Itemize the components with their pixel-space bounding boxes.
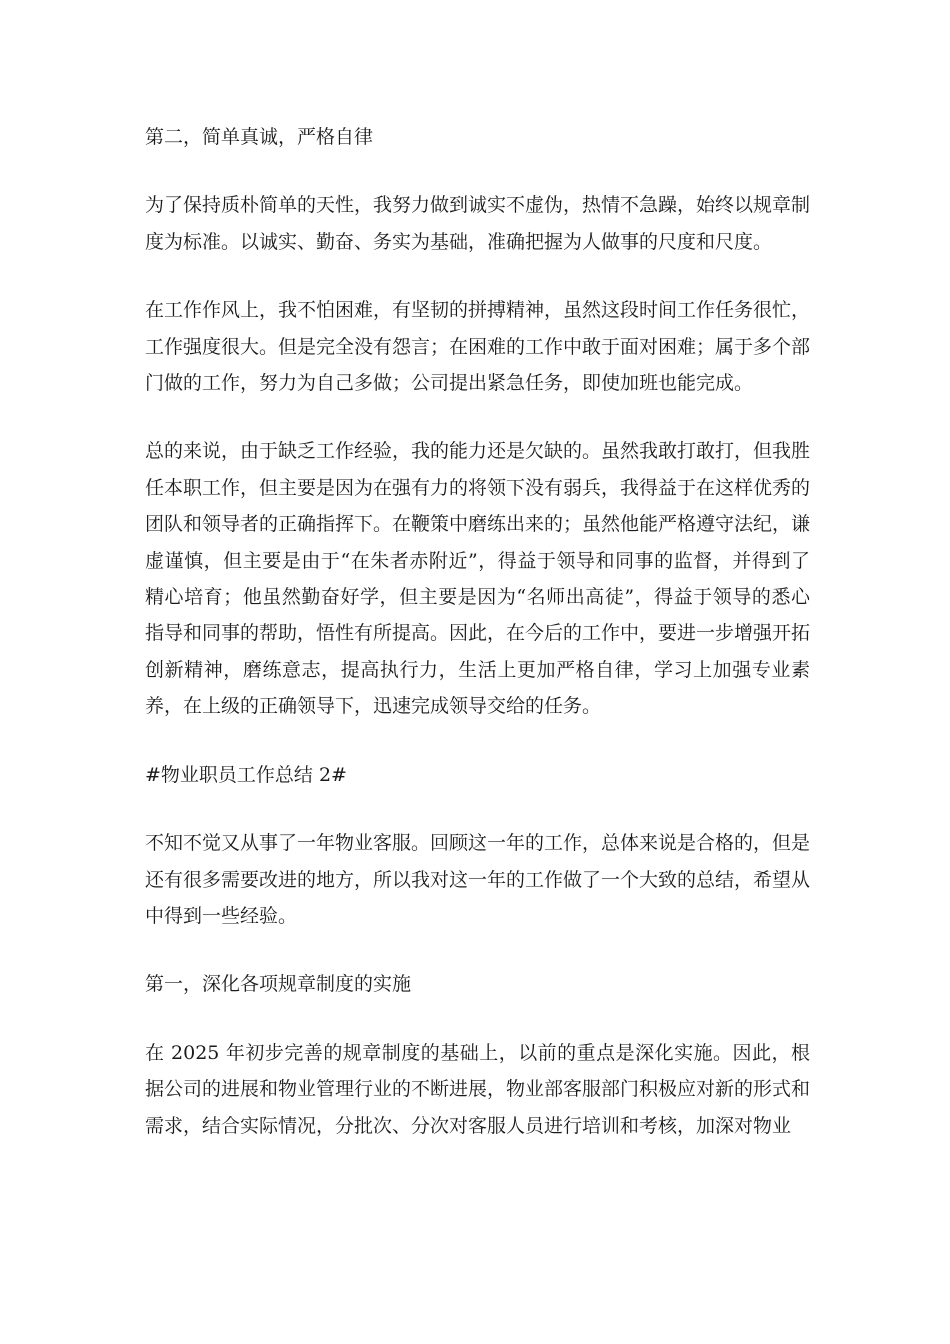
section-heading-summary-2: #物业职员工作总结 2# (145, 763, 347, 786)
paragraph-rules-implementation: 在 2025 年初步完善的规章制度的基础上，以前的重点是深化实施。因此，根据公司的进展和物业管理行业的不断进展，物业部客服部门积极应对新的形式和需求，结合实际情况，分批次、分次对客服人员进行培训和考核，加深对物业 (145, 1041, 811, 1137)
document-body (145, 119, 810, 1144)
section-heading-simple-sincere: 第二，简单真诚，严格自律 (145, 126, 374, 148)
paragraph-honesty: 为了保持质朴简单的天性，我努力做到诚实不虚伪，热情不急躁，始终以规章制度为标准。以诚实、勤奋、务实为基础，准确把握为人做事的尺度和尺度。 (145, 194, 811, 253)
section-heading-deepen-rules: 第一，深化各项规章制度的实施 (145, 973, 412, 996)
paragraph-work-style: 在工作作风上，我不怕困难，有坚韧的拼搏精神，虽然这段时间工作任务很忙，工作强度很大。但是完全没有怨言；在困难的工作中敢于面对困难；属于多个部门做的工作，努力为自己多做；公司提出紧急任务，即使加班也能完成。 (145, 299, 811, 395)
paragraph-summary: 总的来说，由于缺乏工作经验，我的能力还是欠缺的。虽然我敢打敢打，但我胜任本职工作，但主要是因为在强有力的将领下没有弱兵，我得益于在这样优秀的团队和领导者的正确指挥下。在鞭策中磨练出来的；虽然他能严格遵守法纪，谦虚谨慎，但主要是由于“在朱者赤附近”，得益于领导和同事的监督，并得到了精心培育；他虽然勤奋好学，但主要是因为“名师出高徒”，得益于领导的悉心指导和同事的帮助，悟性有所提高。因此，在今后的工作中，要进一步增强开拓创新精神，磨练意志，提高执行力，生活上更加严格自律，学习上加强专业素养，在上级的正确领导下，迅速完成领导交给的任务。 (145, 440, 811, 718)
paragraph-customer-service-year: 不知不觉又从事了一年物业客服。回顾这一年的工作，总体来说是合格的，但是还有很多需要改进的地方，所以我对这一年的工作做了一个大致的总结，希望从中得到一些经验。 (145, 832, 811, 927)
